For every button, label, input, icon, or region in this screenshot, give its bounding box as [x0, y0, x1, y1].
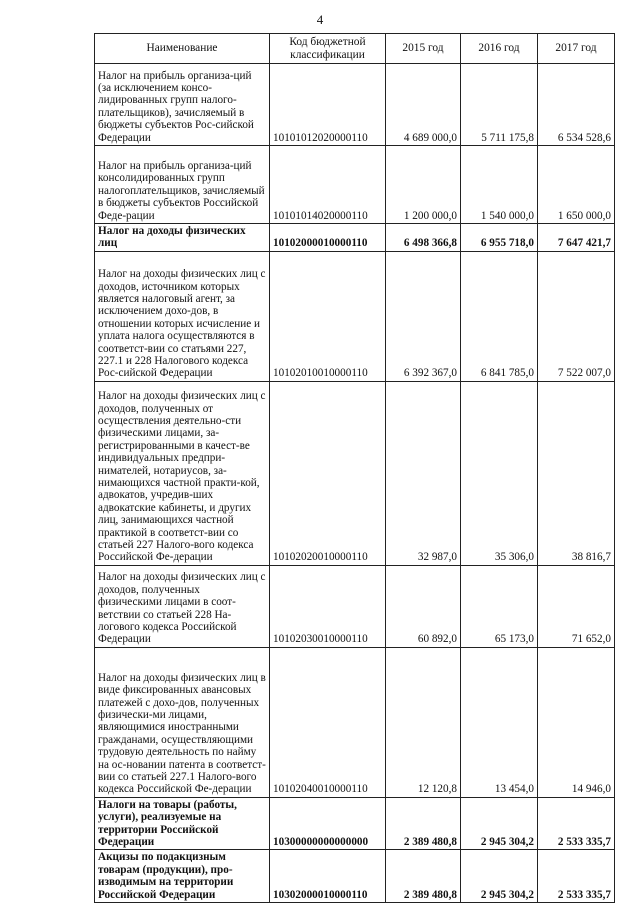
- cell-code: 10102000010000110: [270, 224, 386, 252]
- cell-2016: 5 711 175,8: [461, 64, 538, 146]
- cell-name: Налог на доходы физических лиц в виде фиксированных авансовых платежей с дохо-дов, полученных физически-ми лицами, являющимися иностранными гражданами, осуществляющими трудовую деятельность по найму на ос-новании патента в соответст-вии со статьей 227.1 Налого-вого кодекса Российской Фе-дерации: [95, 647, 270, 797]
- cell-name: Налоги на товары (работы, услуги), реализуемые на территории Российской Федерации: [95, 797, 270, 850]
- cell-code: 10102040010000110: [270, 647, 386, 797]
- header-name: Наименование: [95, 34, 270, 64]
- table-row: [95, 797, 615, 850]
- cell-2017: 7 522 007,0: [538, 251, 615, 381]
- cell-2015: 6 392 367,0: [386, 251, 461, 381]
- budget-revenue-table: [94, 33, 615, 903]
- cell-2017: 1 650 000,0: [538, 146, 615, 224]
- cell-code: 10102030010000110: [270, 565, 386, 647]
- cell-2016: 13 454,0: [461, 647, 538, 797]
- cell-2015: 1 200 000,0: [386, 146, 461, 224]
- cell-2017: 7 647 421,7: [538, 224, 615, 252]
- table-header-row: [95, 34, 615, 64]
- cell-2015: 4 689 000,0: [386, 64, 461, 146]
- cell-2017: 38 816,7: [538, 381, 615, 565]
- table-row: [95, 251, 615, 381]
- cell-2015: 2 389 480,8: [386, 850, 461, 903]
- cell-2015: 60 892,0: [386, 565, 461, 647]
- table-row: [95, 146, 615, 224]
- page-number: 4: [316, 12, 324, 27]
- cell-code: 10102010010000110: [270, 251, 386, 381]
- table-row: [95, 647, 615, 797]
- cell-code: 10102020010000110: [270, 381, 386, 565]
- cell-2015: 32 987,0: [386, 381, 461, 565]
- header-2017: 2017 год: [538, 34, 615, 64]
- cell-2016: 6 841 785,0: [461, 251, 538, 381]
- cell-name: Налог на прибыль организа-ций (за исключением консо-лидированных групп налого-плательщиков), зачисляемый в бюджеты субъектов Рос-сийской Федерации: [95, 64, 270, 146]
- cell-2015: 12 120,8: [386, 647, 461, 797]
- cell-2016: 2 945 304,2: [461, 850, 538, 903]
- cell-name: Налог на доходы физических лиц с доходов, источником которых является налоговый агент, за исключением дохо-дов, в отношении которых исчисление и уплата налога осуществляются в соответст-вии со статьями 227, 227.1 и 228 Налогового кодекса Рос-сийской Федерации: [95, 251, 270, 381]
- cell-2017: 2 533 335,7: [538, 797, 615, 850]
- table-body: [95, 64, 615, 903]
- table-row: [95, 565, 615, 647]
- cell-name: Акцизы по подакцизным товарам (продукции), про-изводимым на территории Российской Федерации: [95, 850, 270, 903]
- cell-2016: 65 173,0: [461, 565, 538, 647]
- cell-2016: 35 306,0: [461, 381, 538, 565]
- header-2015: 2015 год: [386, 34, 461, 64]
- cell-2016: 1 540 000,0: [461, 146, 538, 224]
- header-code: Код бюджетной классификации: [270, 34, 386, 64]
- cell-2017: 71 652,0: [538, 565, 615, 647]
- cell-2016: 2 945 304,2: [461, 797, 538, 850]
- table-row: [95, 224, 615, 252]
- cell-2016: 6 955 718,0: [461, 224, 538, 252]
- cell-2017: 6 534 528,6: [538, 64, 615, 146]
- cell-name: Налог на доходы физических лиц с доходов, полученных физическими лицами в соот-ветствии со статьей 228 На-логового кодекса Российской Федерации: [95, 565, 270, 647]
- cell-2015: 6 498 366,8: [386, 224, 461, 252]
- cell-code: 10300000000000000: [270, 797, 386, 850]
- cell-2015: 2 389 480,8: [386, 797, 461, 850]
- cell-code: 10101014020000110: [270, 146, 386, 224]
- table-row: [95, 850, 615, 903]
- header-2016: 2016 год: [461, 34, 538, 64]
- table-row: [95, 64, 615, 146]
- cell-name: Налог на доходы физических лиц: [95, 224, 270, 252]
- cell-code: 10302000010000110: [270, 850, 386, 903]
- table-row: [95, 381, 615, 565]
- cell-name: Налог на прибыль организа-ций консолидированных групп налогоплательщиков, зачисляемый в бюджеты субъектов Российской Феде-рации: [95, 146, 270, 224]
- cell-2017: 14 946,0: [538, 647, 615, 797]
- cell-name: Налог на доходы физических лиц с доходов, полученных от осуществления деятельно-сти физическими лицами, за-регистрированными в качест-ве индивидуальных предпри-нимателей, нотариусов, за-нимающихся частной практи-кой, адвокатов, учредив-ших адвокатские кабинеты, и других лиц, занимающихся частной практикой в соответст-вии со статьей 227 Налого-вого кодекса Российской Фе-дерации: [95, 381, 270, 565]
- cell-code: 10101012020000110: [270, 64, 386, 146]
- cell-2017: 2 533 335,7: [538, 850, 615, 903]
